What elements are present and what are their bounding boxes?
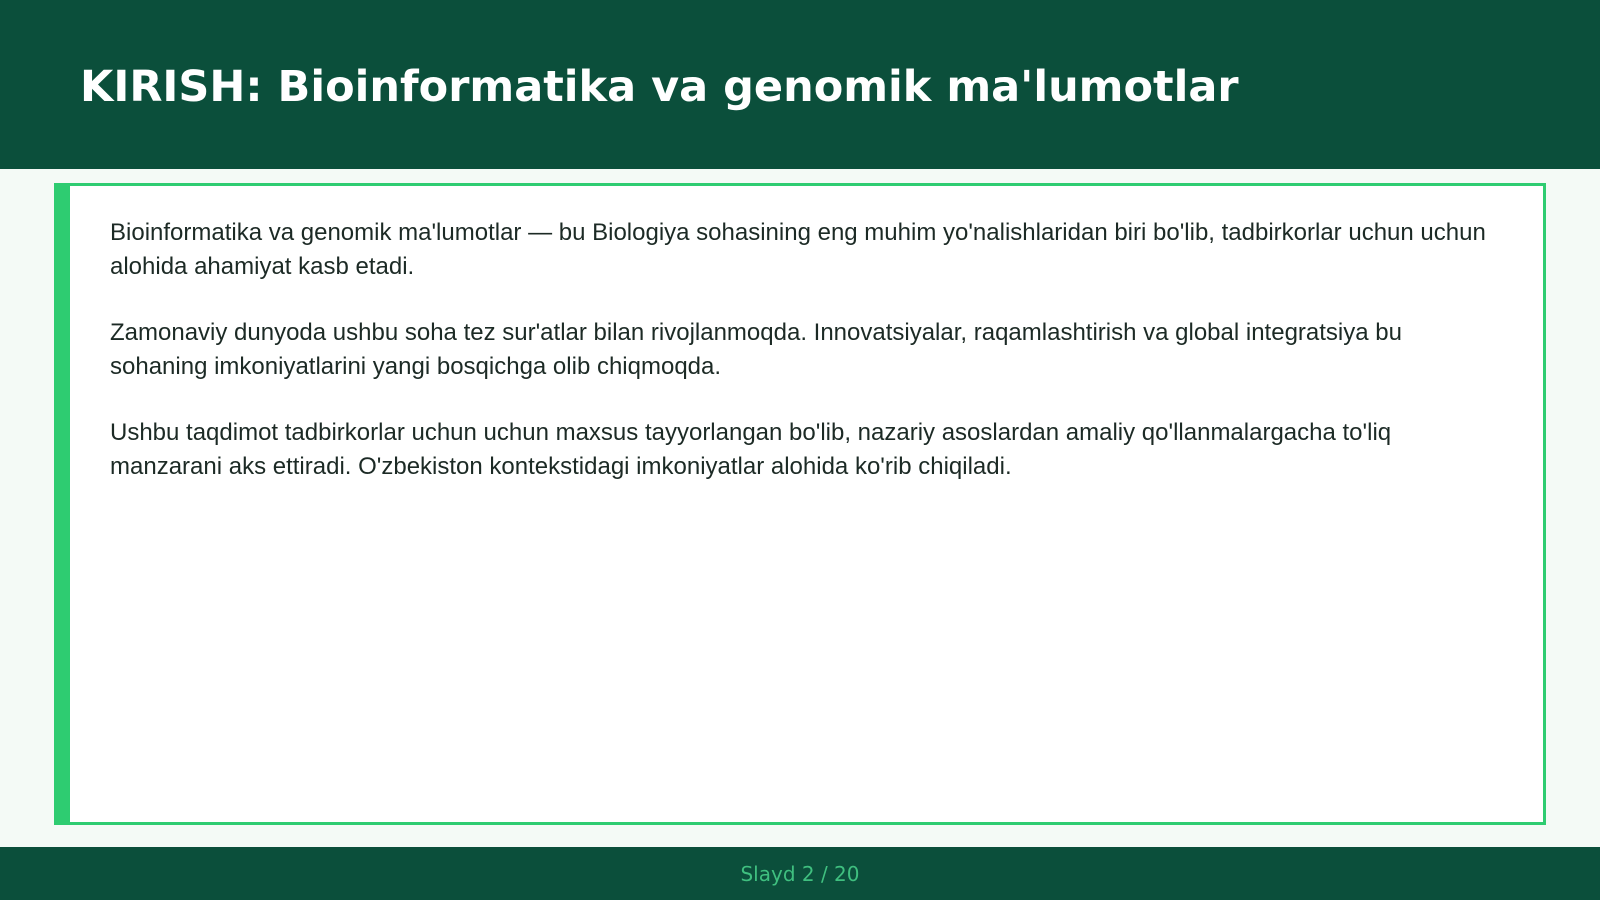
content-paragraph-3: Ushbu taqdimot tadbirkorlar uchun uchun maxsus tayyorlangan bo'lib, nazariy asoslardan amaliy qo'llanmalargacha to'liq manzarani aks ettiradi. O'zbekiston kontekstidagi imkoniyatlar alohida ko'rib chiqiladi. bbox=[110, 419, 1392, 480]
slide-footer bbox=[0, 847, 1600, 900]
content-card bbox=[54, 183, 1546, 825]
slide-title: KIRISH: Bioinformatika va genomik ma'lumotlar bbox=[80, 62, 1239, 112]
slide-header bbox=[0, 0, 1600, 169]
slide-counter: Slayd 2 / 20 bbox=[740, 862, 860, 886]
content-paragraph-1: Bioinformatika va genomik ma'lumotlar — bu Biologiya sohasining eng muhim yo'nalishlaridan biri bo'lib, tadbirkorlar uchun uchun alohida ahamiyat kasb etadi. bbox=[110, 219, 1486, 280]
content-paragraph-2: Zamonaviy dunyoda ushbu soha tez sur'atlar bilan rivojlanmoqda. Innovatsiyalar, raqamlashtirish va global integratsiya bu sohaning imkoniyatlarini yangi bosqichga olib chiqmoqda. bbox=[110, 319, 1402, 380]
